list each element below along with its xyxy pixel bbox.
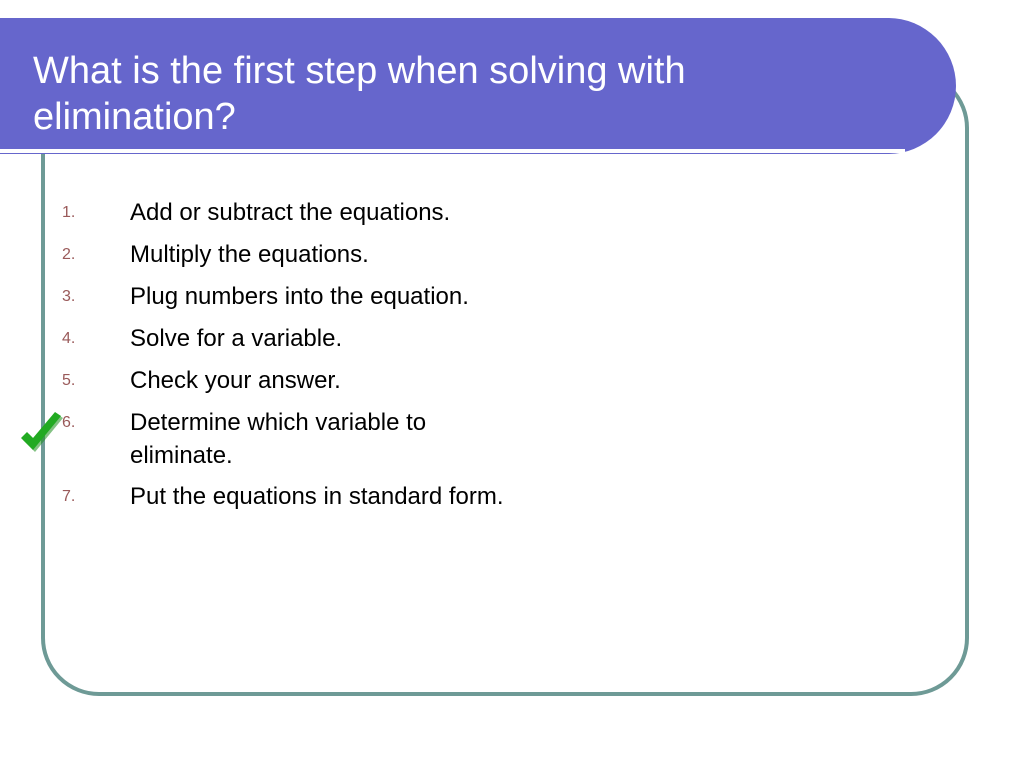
step-number: 7. [62,488,76,505]
title-underline [0,149,905,153]
step-number: 4. [62,330,76,347]
step-text: Add or subtract the equations. [130,199,451,226]
list-item [62,196,582,230]
step-number: 2. [62,246,76,263]
step-number: 6. [62,414,76,431]
list-item [62,480,582,514]
list-item [62,364,582,398]
step-text: Solve for a variable. [130,325,343,352]
step-number: 1. [62,204,76,221]
checkmark-icon [17,408,65,458]
step-number: 3. [62,288,76,305]
step-text: Put the equations in standard form. [130,483,504,510]
list-item [62,238,582,272]
list-item [62,406,582,472]
step-text: Plug numbers into the equation. [130,283,469,310]
step-number: 5. [62,372,76,389]
step-text: Determine which variable to eliminate. [130,409,427,469]
list-item [62,280,582,314]
step-text: Check your answer. [130,367,341,394]
title-bar [0,18,956,154]
step-text: Multiply the equations. [130,241,369,268]
list-item [62,322,582,356]
step-list [62,196,582,522]
slide-title: What is the first step when solving with elimination? [33,50,686,138]
